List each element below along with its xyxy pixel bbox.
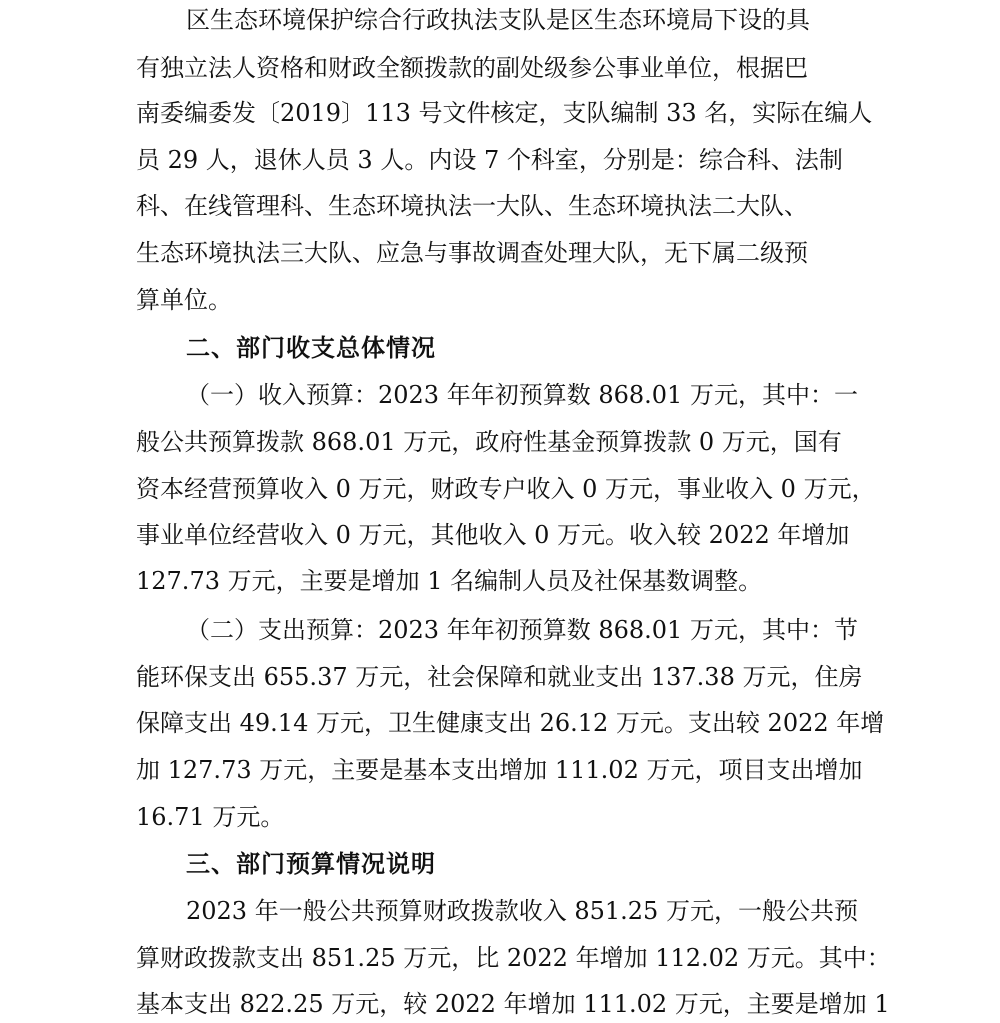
para3-line-2: 算财政拨款支出 851.25 万元，比 2022 年增加 112.02 万元。其中：: [136, 944, 891, 972]
expense-line-3: 保障支出 49.14 万元，卫生健康支出 26.12 万元。支出较 2022 年增: [136, 709, 885, 737]
para1-line-7: 算单位。: [136, 286, 232, 314]
income-line-3: 资本经营预算收入 0 万元，财政专户收入 0 万元，事业收入 0 万元，: [136, 475, 876, 503]
para3-line-3: 基本支出 822.25 万元，较 2022 年增加 111.02 万元，主要是增加 1: [136, 990, 890, 1018]
para3-line-1: 2023 年一般公共预算财政拨款收入 851.25 万元，一般公共预: [186, 897, 858, 925]
para1-line-2: 有独立法人资格和财政全额拨款的副处级参公事业单位，根据巴: [136, 54, 808, 82]
para1-line-1: 区生态环境保护综合行政执法支队是区生态环境局下设的具: [186, 6, 810, 34]
section-heading-2: 二、部门收支总体情况: [186, 334, 436, 362]
para1-line-6: 生态环境执法三大队、应急与事故调查处理大队，无下属二级预: [136, 239, 808, 267]
expense-line-4: 加 127.73 万元，主要是基本支出增加 111.02 万元，项目支出增加: [136, 756, 863, 784]
para1-line-3: 南委编委发〔2019〕113 号文件核定，支队编制 33 名，实际在编人: [136, 99, 873, 127]
income-line-2: 般公共预算拨款 868.01 万元，政府性基金预算拨款 0 万元，国有: [136, 428, 842, 456]
income-line-4: 事业单位经营收入 0 万元，其他收入 0 万元。收入较 2022 年增加: [136, 521, 850, 549]
para1-line-4: 员 29 人，退休人员 3 人。内设 7 个科室，分别是：综合科、法制: [136, 146, 843, 174]
income-line-5: 127.73 万元，主要是增加 1 名编制人员及社保基数调整。: [136, 567, 763, 595]
para1-line-5: 科、在线管理科、生态环境执法一大队、生态环境执法二大队、: [136, 192, 808, 220]
income-line-1: （一）收入预算：2023 年年初预算数 868.01 万元，其中：一: [186, 381, 858, 409]
section-heading-3: 三、部门预算情况说明: [186, 850, 436, 878]
expense-line-2: 能环保支出 655.37 万元，社会保障和就业支出 137.38 万元，住房: [136, 663, 863, 691]
expense-line-5: 16.71 万元。: [136, 803, 285, 831]
expense-line-1: （二）支出预算：2023 年年初预算数 868.01 万元，其中：节: [186, 616, 858, 644]
